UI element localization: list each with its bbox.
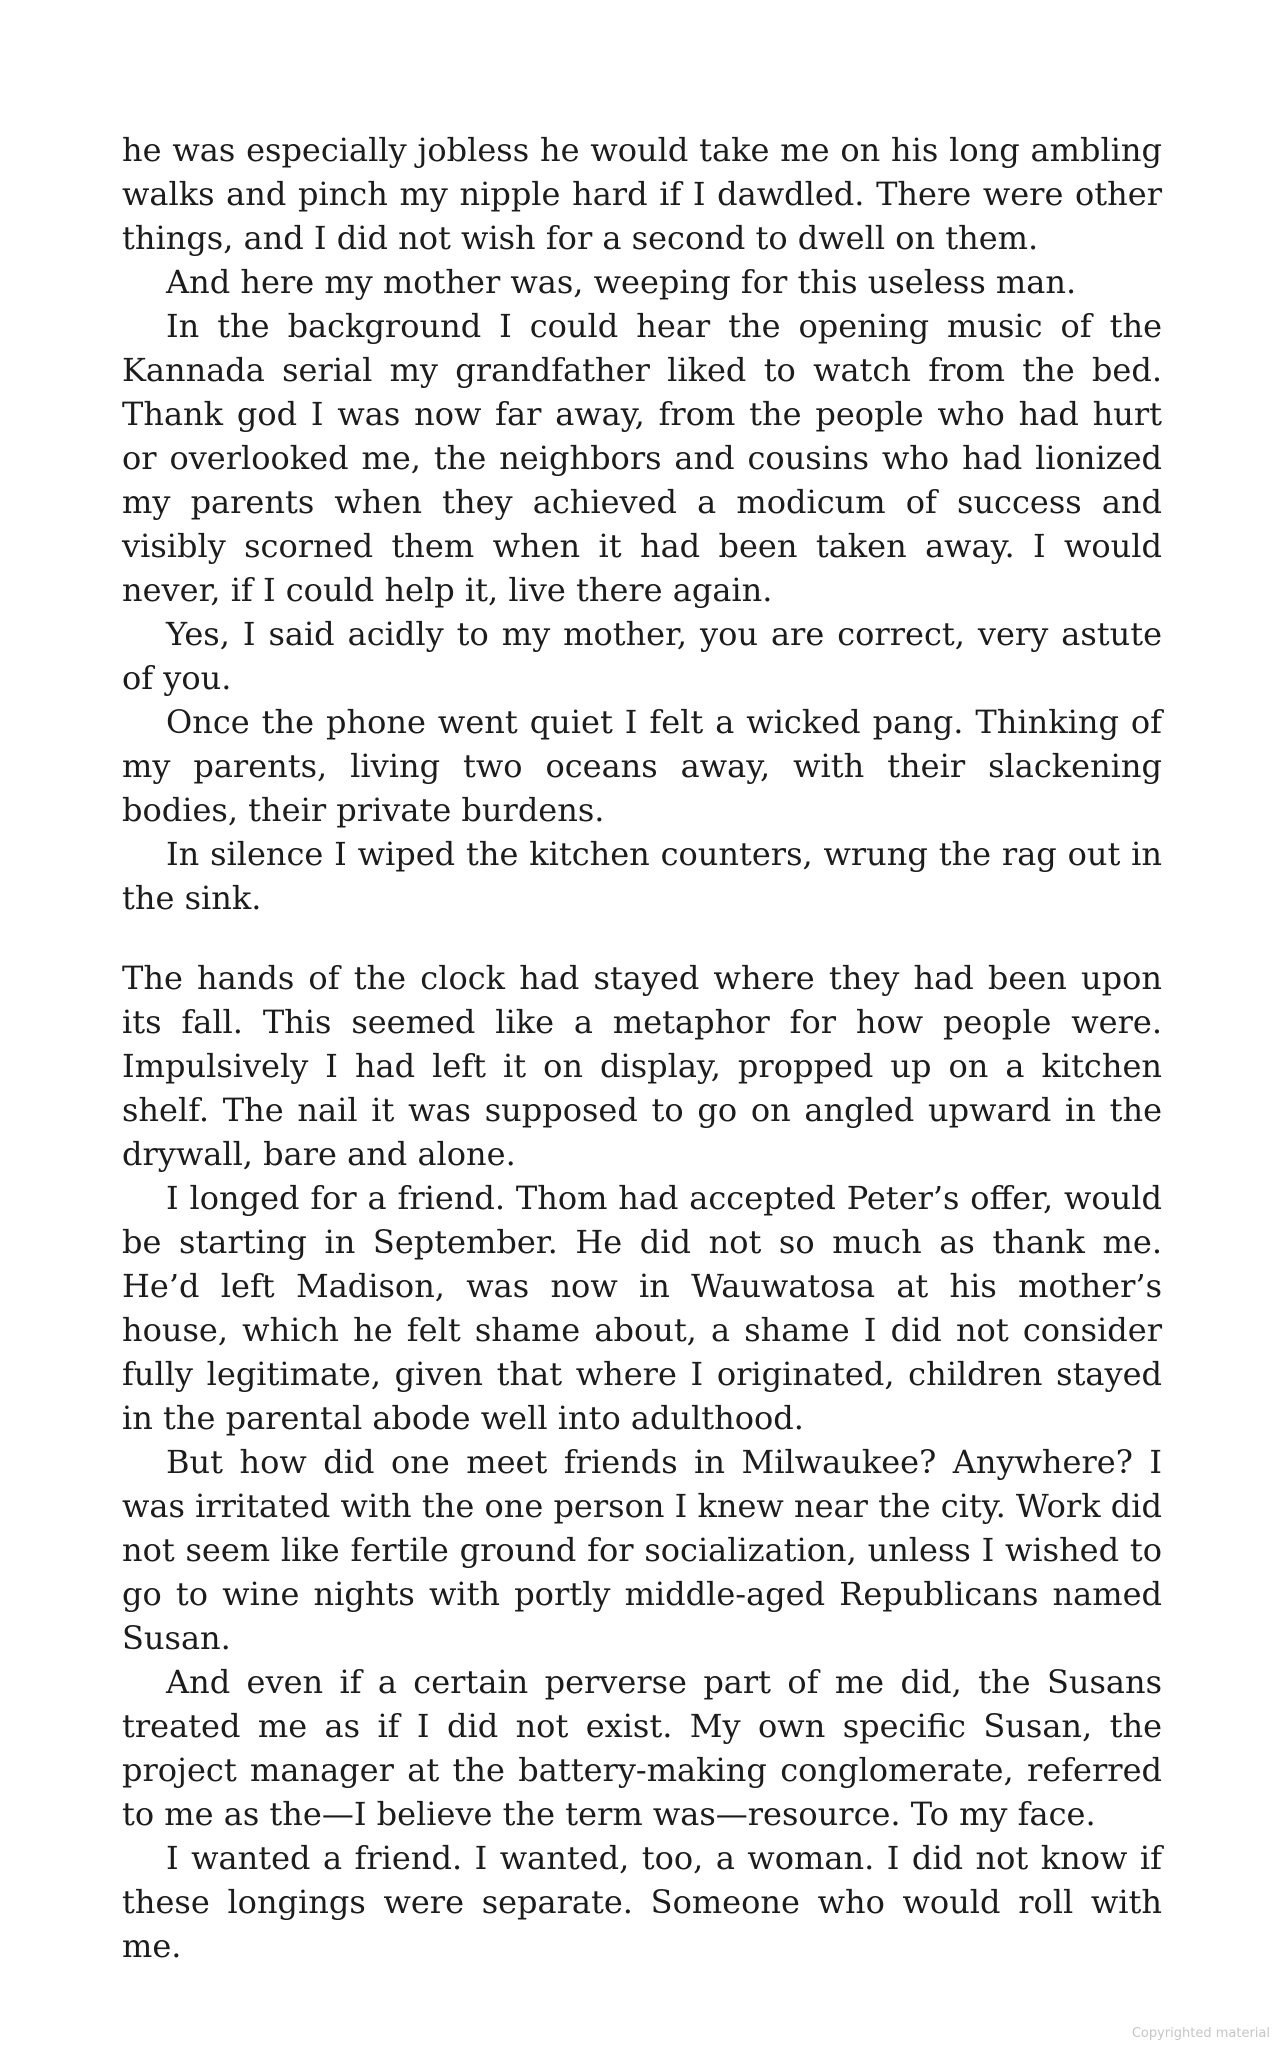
- paragraph: In the background I could hear the opening music of the Kannada serial my grandfather liked to watch from the bed. Thank god I was now far away, from the people who had hurt or overlooked me, the neighbors and cousins who had lionized my parents when they achieved a modicum of success and visibly scorned them when it had been taken away. I would never, if I could help it, live there again.: [122, 307, 1162, 609]
- paragraph: In silence I wiped the kitchen counters, wrung the rag out in the sink.: [122, 835, 1162, 917]
- paragraph: I longed for a friend. Thom had accepted Peter’s offer, would be starting in September. He did not so much as thank me. He’d left Madison, was now in Wauwatosa at his mother’s house, which he felt shame about, a shame I did not consider fully legitimate, given that where I originated, children stayed in the parental abode well into adulthood.: [122, 1179, 1162, 1437]
- paragraph: And here my mother was, weeping for this useless man.: [166, 263, 1077, 301]
- paragraph: Yes, I said acidly to my mother, you are correct, very astute of you.: [122, 615, 1162, 697]
- paragraph: he was especially jobless he would take me on his long ambling walks and pinch my nipple hard if I dawdled. There were other things, and I did not wish for a second to dwell on them.: [122, 131, 1162, 257]
- book-page-text: [122, 128, 1162, 1968]
- paragraph: I wanted a friend. I wanted, too, a woman. I did not know if these longings were separate. Someone who would roll with me.: [122, 1839, 1162, 1965]
- copyright-watermark: Copyrighted material: [1131, 2026, 1270, 2041]
- paragraph: And even if a certain perverse part of me did, the Susans treated me as if I did not exist. My own specific Susan, the project manager at the battery-making conglomerate, referred to me as the—I believe the term was—resource. To my face.: [122, 1663, 1162, 1833]
- paragraph: But how did one meet friends in Milwaukee? Anywhere? I was irritated with the one person I knew near the city. Work did not seem like fertile ground for socialization, unless I wished to go to wine nights with portly middle-aged Republicans named Susan.: [122, 1443, 1162, 1657]
- paragraph: Once the phone went quiet I felt a wicked pang. Thinking of my parents, living two oceans away, with their slackening bodies, their private burdens.: [122, 703, 1162, 829]
- section-first-paragraph: The hands of the clock had stayed where they had been upon its fall. This seemed like a metaphor for how people were. Impulsively I had left it on display, propped up on a kitchen shelf. The nail it was supposed to go on angled upward in the drywall, bare and alone.: [122, 959, 1162, 1173]
